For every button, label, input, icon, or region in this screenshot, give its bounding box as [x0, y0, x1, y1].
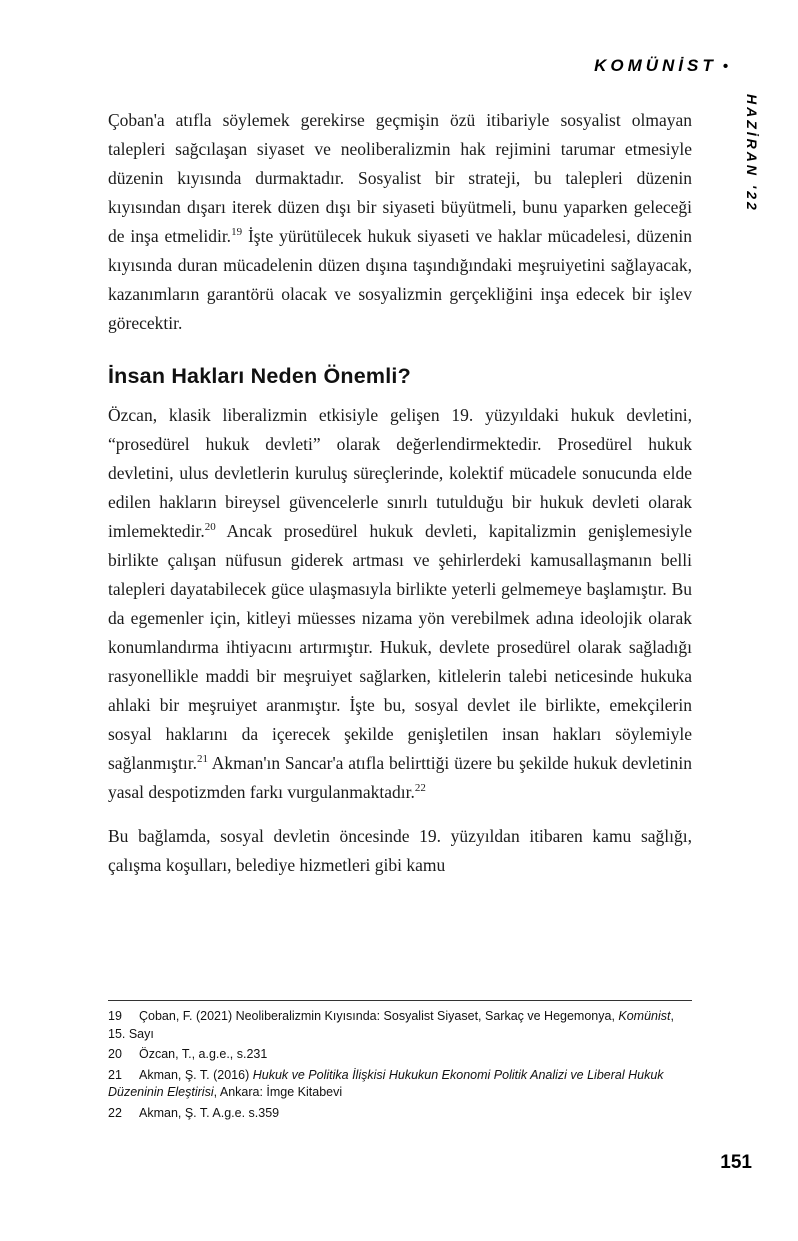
footnote-number: 19	[108, 1009, 122, 1023]
body-paragraph	[108, 401, 692, 807]
footnote	[108, 1046, 692, 1064]
body-paragraph	[108, 822, 692, 880]
footnote-ref: 19	[231, 226, 243, 239]
footnote-ref: 20	[204, 521, 216, 534]
text-run: İşte yürütülecek hukuk siyaseti ve haklar mücadelesi, düzenin kıyısında duran mücadelenin düzen dışına taşındığındaki meşruiyetini sağlayacak, kazanımların garantörü olacak ve sosyalizmin gerçekliğini inşa edecek bir işlev görecektir.	[108, 226, 692, 333]
page-number: 151	[720, 1152, 752, 1173]
footnote	[108, 1067, 692, 1102]
article-body	[108, 106, 692, 895]
footnote-text-run: Akman, Ş. T. (2016)	[139, 1067, 253, 1082]
issue-label-vertical: HAZİRAN '22	[744, 94, 760, 213]
footnote-text-run: Çoban, F. (2021) Neoliberalizmin Kıyısında: Sosyalist Siyaset, Sarkaç ve Hegemonya,	[139, 1009, 619, 1023]
journal-title: KOMÜNİST	[594, 56, 717, 75]
text-run: Bu bağlamda, sosyal devletin öncesinde 19. yüzyıldan itibaren kamu sağlığı, çalışma koşulları, belediye hizmetleri gibi kamu	[108, 826, 692, 875]
footnote-ref: 22	[414, 782, 426, 795]
masthead-bullet-icon: •	[722, 58, 728, 75]
section-heading: İnsan Hakları Neden Önemli?	[108, 364, 411, 388]
footnote-list	[108, 1008, 692, 1122]
footnote-text-run: Akman, Ş. T. A.g.e. s.359	[139, 1105, 280, 1120]
footnote-number: 20	[108, 1047, 122, 1061]
footnote-text-run: Komünist	[618, 1009, 671, 1023]
footnotes-section	[108, 1000, 692, 1125]
footnote-separator-rule	[108, 1000, 692, 1001]
text-run: Çoban'a atıfla söylemek gerekirse geçmişin özü itibariyle sosyalist olmayan talepleri sağcılaşan siyaset ve neoliberalizmin hak rejimini tarumar etmesiyle düzenin kıyısında durmaktadır. Sosyalist bir strateji, bu talepleri düzenin kıyısından dışarı iterek düzen dışı bir siyaseti büyütmeli, bunu yaparken geleceği de inşa etmelidir.	[108, 110, 692, 246]
footnote-text-run: Hukuk ve Politika İlişkisi Hukukun Ekonomi Politik Analizi ve Liberal Hukuk Düzeninin Eleştirisi	[108, 1067, 664, 1099]
footnote-text-run: Özcan, T., a.g.e., s.231	[139, 1047, 268, 1061]
text-run: Ancak prosedürel hukuk devleti, kapitalizmin genişlemesiyle birlikte çalışan nüfusun giderek artması ve şehirlerdeki kamusallaşmanın belli talepleri dayatabilecek güce ulaşmasıyla birlikte yeterli gelmemeye başlamıştır. Bu da egemenler için, kitleyi müesses nizama yön verebilmek adına ideolojik olarak konumlandırma ihtiyacını artırmıştır. Hukuk, devlete prosedürel olarak sağladığı rasyonellikle maddi bir meşruiyet sağlarken, kitlelerin talebi neticesinde hukuka ahlaki bir meşruiyet aranmıştır. İşte bu, sosyal devlet ile birlikte, emekçilerin sosyal haklarını da içerecek şekilde genişletilen insan hakları söylemiyle sağlanmıştır.	[108, 521, 692, 773]
footnote-number: 21	[108, 1067, 122, 1082]
footnote-text-run: , Ankara: İmge Kitabevi	[213, 1085, 343, 1099]
text-run: Özcan, klasik liberalizmin etkisiyle gelişen 19. yüzyıldaki hukuk devletini, “prosedürel hukuk devleti” olarak değerlendirmektedir. Prosedürel hukuk devletini, ulus devletlerin kuruluş süreçlerinde, kolektif mücadele sonucunda elde edilen hakların bireysel güvencelerle sınırlı tutulduğu bir hukuk devleti olarak imlemektedir.	[108, 405, 692, 541]
journal-masthead	[594, 56, 728, 76]
text-run: Akman'ın Sancar'a atıfla belirttiği üzere bu şekilde hukuk devletinin yasal despotizmden farkı vurgulanmaktadır.	[108, 753, 692, 802]
footnote	[108, 1008, 692, 1043]
footnote-text-run: , 15. Sayı	[108, 1009, 674, 1041]
footnote-ref: 21	[196, 753, 208, 766]
footnote	[108, 1105, 692, 1123]
footnote-number: 22	[108, 1105, 122, 1120]
body-paragraph	[108, 106, 692, 338]
